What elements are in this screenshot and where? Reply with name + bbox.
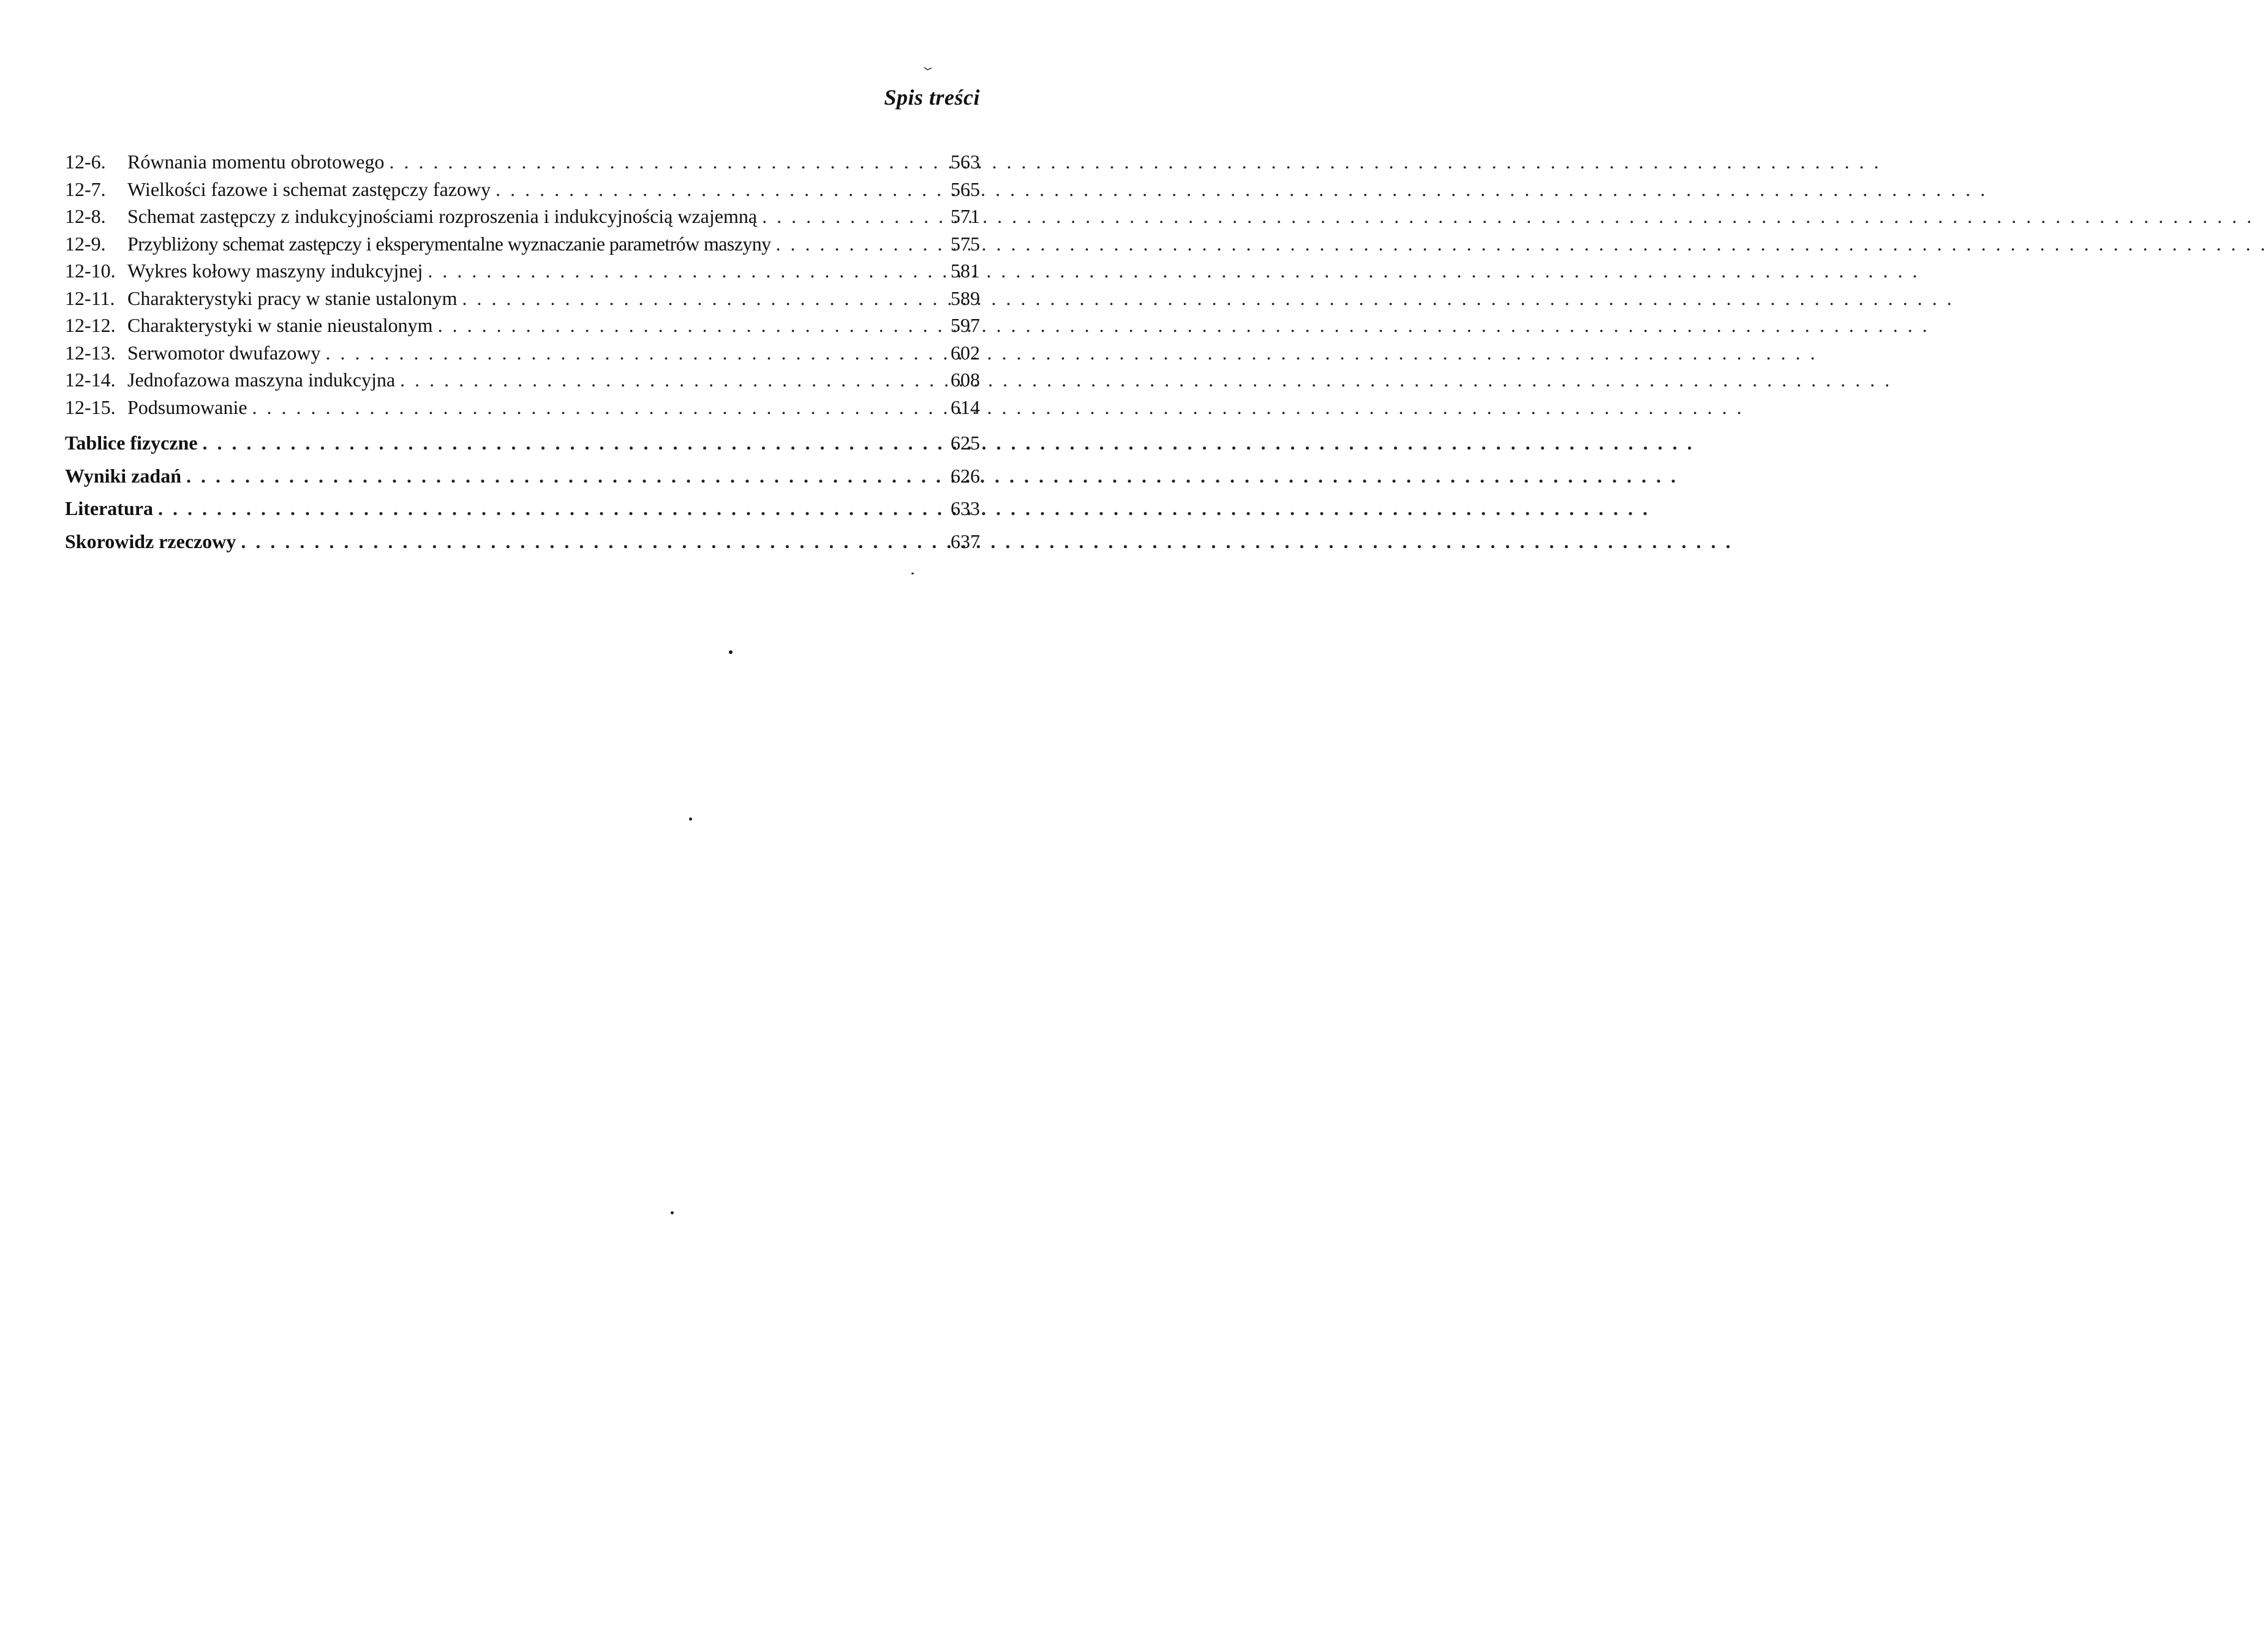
dot-leader	[458, 285, 943, 312]
toc-appendix-entry[interactable]	[65, 525, 980, 558]
toc-appendix-page: 626	[951, 464, 980, 487]
toc-appendix-page: 633	[951, 497, 980, 519]
toc-entry-number: 12-13.	[65, 341, 116, 364]
toc-entry-title: Równania momentu obrotowego	[127, 151, 385, 173]
toc-entry-title: Charakterystyki pracy w stanie ustalonym	[127, 287, 458, 309]
toc-entry-page: 608	[951, 369, 980, 391]
dot-leader	[198, 427, 943, 460]
toc-appendix-entry[interactable]	[65, 492, 980, 525]
toc-entry[interactable]	[65, 312, 980, 339]
toc-appendix-entry[interactable]	[65, 427, 980, 460]
ink-mark	[924, 66, 932, 71]
dot-leader	[771, 230, 943, 258]
toc-entry-number: 12-9.	[65, 232, 106, 255]
dot-leader	[236, 525, 943, 558]
toc-entry[interactable]	[65, 257, 980, 285]
toc-entry[interactable]	[65, 230, 980, 258]
dot-leader	[491, 176, 943, 203]
toc-entry-title: Wielkości fazowe i schemat zastępczy fazowy	[127, 178, 491, 200]
toc-entry-number: 12-6.	[65, 151, 106, 173]
toc-entry-title: Podsumowanie	[127, 396, 247, 418]
dot-leader	[153, 492, 943, 525]
toc-appendix-title: Skorowidz rzeczowy	[65, 530, 236, 552]
toc-entry-page: 571	[951, 205, 980, 227]
scan-speck	[729, 650, 733, 654]
toc-entry[interactable]	[65, 176, 980, 203]
toc-entry-number: 12-12.	[65, 314, 116, 336]
toc-entry-page: 597	[951, 314, 980, 336]
toc-entry-page: 602	[951, 341, 980, 364]
toc-entry-number: 12-8.	[65, 205, 106, 227]
toc-entry[interactable]	[65, 366, 980, 394]
toc-entry-number: 12-10.	[65, 260, 116, 282]
toc-entry-title: Wykres kołowy maszyny indukcyjnej	[127, 260, 423, 282]
toc-appendix-title: Wyniki zadań	[65, 464, 181, 487]
toc-appendix-entry[interactable]	[65, 460, 980, 493]
toc-entry[interactable]	[65, 148, 980, 176]
toc-entry[interactable]	[65, 394, 980, 421]
dot-leader	[181, 460, 943, 493]
toc-entry-page: 589	[951, 287, 980, 309]
toc-entry[interactable]	[65, 339, 980, 367]
toc-entry-page: 565	[951, 178, 980, 200]
toc-entry-title: Przybliżony schemat zastępczy i eksperymentalne wyznaczanie parametrów maszyny	[127, 232, 771, 255]
dot-leader	[423, 257, 943, 285]
toc-entry[interactable]	[65, 203, 980, 230]
scan-speck	[689, 818, 692, 821]
toc-entry-page: 575	[951, 232, 980, 255]
dot-leader	[433, 312, 943, 339]
toc-entry-number: 12-7.	[65, 178, 106, 200]
page-header-title: Spis treści	[884, 85, 980, 110]
toc-entry-number: 12-15.	[65, 396, 116, 418]
scan-speck	[911, 573, 914, 574]
toc-entry-title: Schemat zastępczy z indukcyjnościami rozproszenia i indukcyjnością wzajemną	[127, 205, 758, 227]
toc-entry-page: 563	[951, 151, 980, 173]
dot-leader	[757, 203, 943, 230]
toc-entry-title: Charakterystyki w stanie nieustalonym	[127, 314, 433, 336]
table-of-contents	[65, 148, 980, 558]
toc-entry-title: Jednofazowa maszyna indukcyjna	[127, 369, 396, 391]
dot-leader	[384, 148, 943, 176]
dot-leader	[320, 339, 943, 367]
scan-speck	[671, 1211, 674, 1214]
toc-appendix-page: 625	[951, 432, 980, 454]
toc-entry-number: 12-14.	[65, 369, 116, 391]
toc-entry-title: Serwomotor dwufazowy	[127, 341, 321, 364]
toc-entry-page: 614	[951, 396, 980, 418]
toc-appendix-title: Literatura	[65, 497, 153, 519]
toc-appendix-title: Tablice fizyczne	[65, 432, 198, 454]
dot-leader	[395, 366, 943, 394]
toc-entry[interactable]	[65, 285, 980, 312]
toc-appendix-page: 637	[951, 530, 980, 552]
toc-entry-page: 581	[951, 260, 980, 282]
toc-entry-number: 12-11.	[65, 287, 115, 309]
dot-leader	[247, 394, 943, 421]
